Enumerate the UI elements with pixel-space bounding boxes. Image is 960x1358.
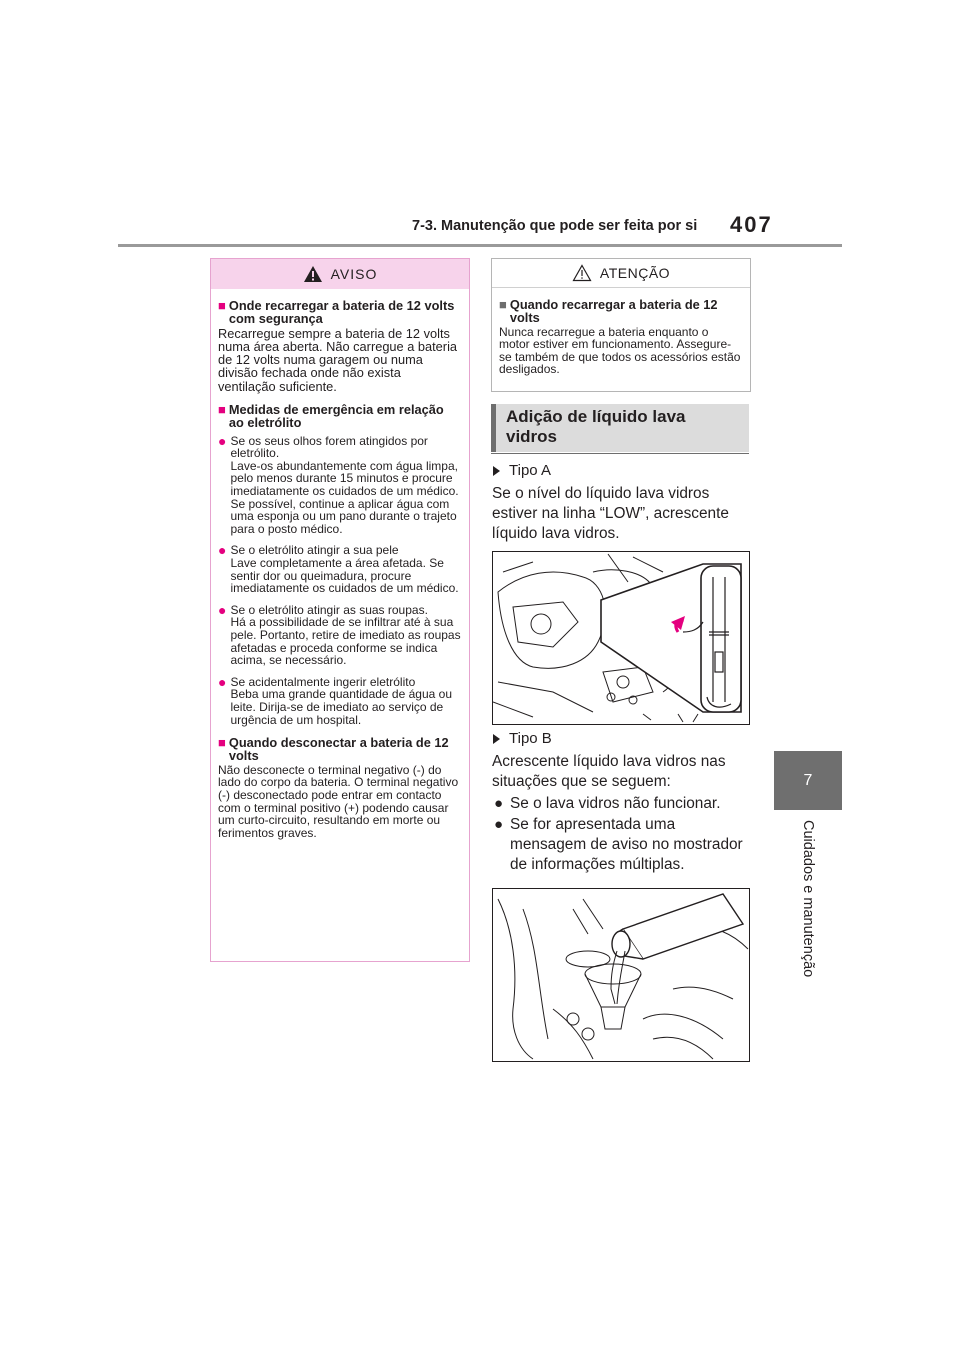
warning-item-3-text: Não desconecte o terminal negativo (-) do lado do corpo da bateria. O terminal negativo (-) desconectado pode entrar em contacto com o terminal positivo (+) podendo causar um curto-circuito, resultando em morte ou ferimentos graves. — [218, 762, 459, 840]
square-bullet-icon: ■ — [499, 297, 507, 312]
warning-item-3-title: Quando desconectar a bateria de 12 volts — [228, 735, 449, 764]
page-number: 407 — [730, 212, 773, 237]
bullet-heading: Se acidentalmente ingerir eletrólito — [230, 674, 416, 689]
warning-item-1 — [218, 299, 461, 326]
chapter-tab[interactable] — [774, 751, 842, 810]
caution-box — [491, 258, 751, 392]
list-item — [218, 432, 461, 536]
caution-item — [499, 298, 742, 325]
engine-bay-illustration-type-a — [492, 551, 750, 725]
list-item — [218, 673, 461, 727]
chapter-title: Cuidados e manutenção — [800, 820, 816, 978]
list-item — [218, 601, 461, 668]
bullet-text: Lave completamente a área afetada. Se sentir dor ou queimadura, procure imediatamente os cuidados de um médico. — [230, 556, 459, 596]
caution-triangle-icon — [572, 264, 592, 282]
warning-item-2 — [218, 403, 461, 430]
bullet-text: Lave-os abundantemente com água limpa, pelo menos durante 15 minutos e procure imediatamente os cuidados de um médico. Se possível, continue a aplicar água com uma esponja ou um pano durante o trajeto para o posto médico. — [230, 458, 459, 536]
bullet-heading: Se os seus olhos forem atingidos por eletrólito. — [230, 433, 428, 461]
type-a-label-text: Tipo A — [509, 462, 551, 479]
bullet-text: Se o lava vidros não funcionar. — [510, 795, 721, 812]
section-heading: Adição de líquido lava vidros — [491, 404, 749, 452]
warning-item-2-title: Medidas de emergência em relação ao eletrólito — [228, 402, 444, 431]
type-a-text: Se o nível do líquido lava vidros estiver na linha “LOW”, acrescente líquido lava vidros. — [492, 485, 729, 542]
type-b-text: Acrescente líquido lava vidros nas situações que se seguem: — [492, 753, 726, 790]
bullet-text: Há a possibilidade de se infiltrar até à sua pele. Portanto, retire de imediato as roupas afetadas e proceda conforme se indica acima, se necessário. — [230, 615, 461, 668]
warning-item-1-title: Onde recarregar a bateria de 12 volts com segurança — [228, 298, 455, 327]
caution-item-text: Nunca recarregue a bateria enquanto o motor estiver em funcionamento. Assegure-se também de que todos os acessórios estão desligados. — [499, 324, 741, 377]
round-bullet-icon: ● — [218, 673, 227, 690]
square-bullet-icon: ■ — [218, 298, 226, 313]
chapter-number: 7 — [803, 771, 813, 789]
warning-item-1-text: Recarregue sempre a bateria de 12 volts numa área aberta. Não carregue a bateria de 12 volts numa garagem ou numa divisão fechada onde não exista ventilação suficiente. — [218, 325, 458, 394]
warning-item-3 — [218, 736, 461, 763]
washer-fluid-pouring-illustration — [492, 888, 750, 1062]
square-bullet-icon: ■ — [218, 735, 226, 751]
list-item — [494, 794, 754, 814]
warning-box-title: AVISO — [330, 266, 378, 282]
section-title: 7-3. Manutenção que pode ser feita por si — [412, 218, 698, 234]
section-divider — [491, 453, 749, 454]
caution-item-title: Quando recarregar a bateria de 12 volts — [509, 297, 718, 326]
warning-box-header — [211, 259, 469, 289]
bullet-text: Beba uma grande quantidade de água ou leite. Dirija-se de imediato ao serviço de urgência de um hospital. — [230, 687, 452, 727]
arrow-right-icon — [493, 734, 500, 744]
type-b-label — [493, 730, 552, 747]
round-bullet-icon: ● — [218, 542, 227, 559]
bullet-text: Se for apresentada uma mensagem de aviso no mostrador de informações múltiplas. — [510, 816, 743, 873]
caution-box-title: ATENÇÃO — [599, 265, 671, 281]
bullet-heading: Se o eletrólito atingir a sua pele — [230, 543, 399, 558]
warning-box — [210, 258, 470, 962]
type-a-label — [493, 462, 551, 479]
round-bullet-icon: ● — [218, 432, 227, 449]
square-bullet-icon: ■ — [218, 402, 226, 418]
round-bullet-icon: ● — [218, 601, 227, 618]
type-b-label-text: Tipo B — [509, 730, 552, 747]
warning-triangle-icon — [303, 265, 323, 283]
caution-box-header — [492, 259, 750, 288]
bullet-heading: Se o eletrólito atingir as suas roupas. — [230, 602, 428, 617]
round-bullet-icon: ● — [494, 816, 504, 833]
arrow-right-icon — [493, 466, 500, 476]
list-item — [218, 544, 461, 594]
list-item — [494, 815, 754, 875]
header-divider — [118, 244, 842, 247]
round-bullet-icon: ● — [494, 795, 504, 812]
